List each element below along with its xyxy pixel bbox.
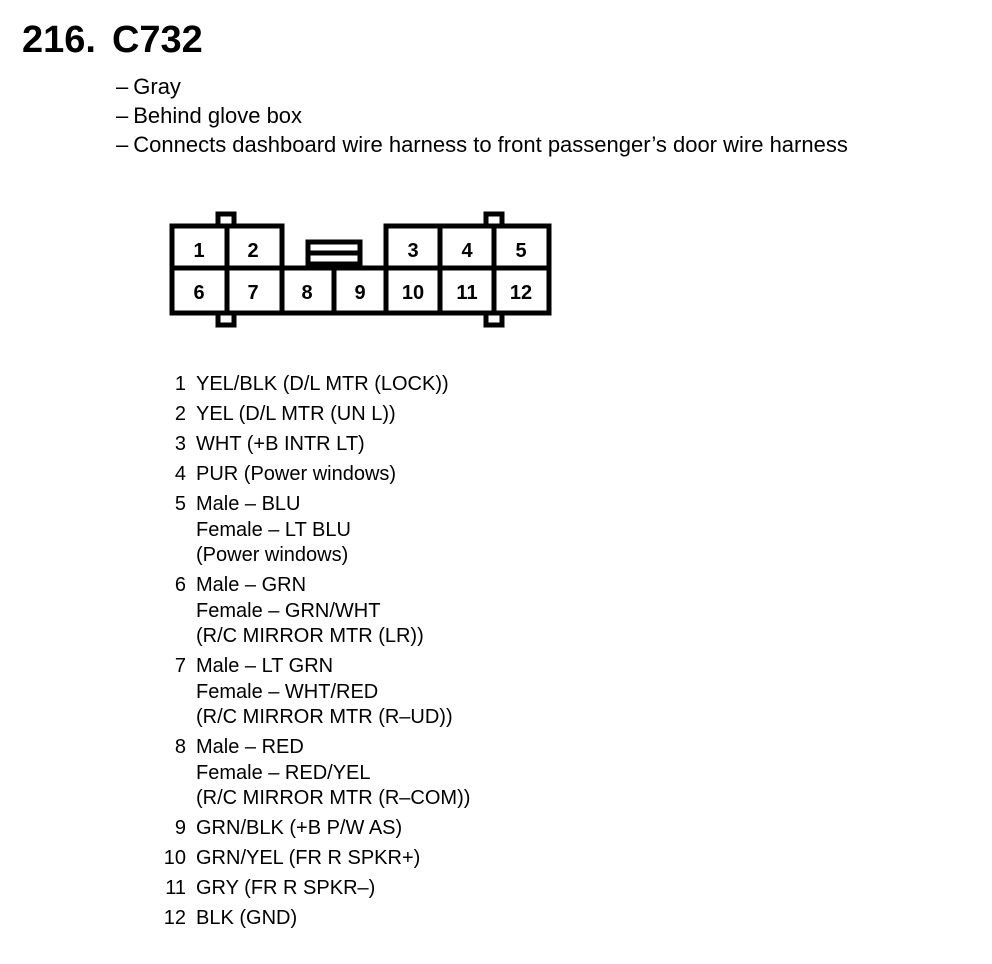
pin-row (150, 906, 470, 932)
connector-number: 216. (22, 19, 96, 61)
pin-row (150, 735, 470, 812)
cavity-11: 11 (456, 282, 478, 304)
note-connection-text: Connects dashboard wire harness to front passenger’s door wire harness (133, 132, 848, 157)
connector-key (486, 214, 502, 226)
connector-key (218, 214, 234, 226)
pin-row (150, 432, 470, 458)
cavity-9: 9 (354, 282, 366, 304)
cavity-5: 5 (515, 240, 527, 262)
pin-row (150, 372, 470, 398)
cavity-2: 2 (247, 240, 259, 262)
pin-row (150, 846, 470, 872)
pin-number: 10 (163, 847, 186, 869)
pin-number: 9 (174, 817, 186, 839)
connector-key (486, 313, 502, 325)
pin-number: 8 (174, 736, 186, 758)
cavity-8: 8 (301, 282, 313, 304)
cavity-12: 12 (509, 282, 533, 304)
pin-description: WHT (+B INTR LT) (196, 433, 365, 455)
pin-number: 11 (165, 877, 186, 899)
pin-number: 6 (174, 574, 186, 596)
pin-description: YEL/BLK (D/L MTR (LOCK)) (196, 373, 449, 395)
pin-number: 2 (174, 403, 186, 425)
pin-description: (R/C MIRROR MTR (R–UD)) (196, 706, 453, 728)
note-connection: – Connects dashboard wire harness to front passenger’s door wire harness (116, 132, 848, 157)
cavity-6: 6 (193, 282, 205, 304)
pin-number: 12 (163, 907, 186, 929)
pin-description: YEL (D/L MTR (UN L)) (196, 403, 396, 425)
connector-key (218, 313, 234, 325)
pin-description: Male – BLU (196, 493, 301, 515)
pin-description: GRN/BLK (+B P/W AS) (196, 817, 403, 839)
pin-description: (R/C MIRROR MTR (R–COM)) (196, 787, 471, 809)
pin-row (150, 573, 470, 650)
pin-description: Male – GRN (196, 574, 307, 596)
pin-row (150, 462, 470, 488)
note-color: – Gray (116, 74, 181, 99)
cavity-7: 7 (247, 282, 259, 304)
cavity-10: 10 (401, 282, 425, 304)
pin-description: PUR (Power windows) (196, 463, 397, 485)
pin-row (150, 876, 470, 902)
pin-number: 5 (174, 493, 186, 515)
note-location-text: Behind glove box (133, 103, 303, 128)
note-color-text: Gray (133, 74, 181, 99)
pin-description: (R/C MIRROR MTR (LR)) (196, 625, 424, 647)
pin-number: 3 (174, 433, 186, 455)
pin-description: Female – LT BLU (196, 518, 351, 541)
cavity-1: 1 (193, 240, 205, 262)
pin-description: BLK (GND) (196, 907, 298, 929)
pin-row (150, 492, 470, 569)
connector-code: C732 (111, 19, 203, 61)
pin-row (150, 402, 470, 428)
note-location: – Behind glove box (116, 103, 303, 128)
pin-list (150, 372, 470, 936)
pin-description: GRN/YEL (FR R SPKR+) (196, 847, 421, 869)
pin-description: GRY (FR R SPKR–) (196, 877, 376, 899)
pin-row (150, 654, 470, 731)
pin-description: Male – RED (196, 736, 304, 758)
pin-description: Male – LT GRN (196, 655, 334, 677)
cavity-4: 4 (461, 240, 473, 262)
pin-description: (Power windows) (196, 544, 349, 566)
pin-number: 4 (174, 463, 186, 485)
pin-row (150, 816, 470, 842)
pin-number: 7 (174, 655, 186, 677)
pin-number: 1 (174, 373, 186, 395)
pin-description: Female – GRN/WHT (196, 599, 381, 622)
pin-description: Female – RED/YEL (196, 761, 371, 784)
pin-description: Female – WHT/RED (196, 680, 379, 703)
cavity-3: 3 (407, 240, 419, 262)
